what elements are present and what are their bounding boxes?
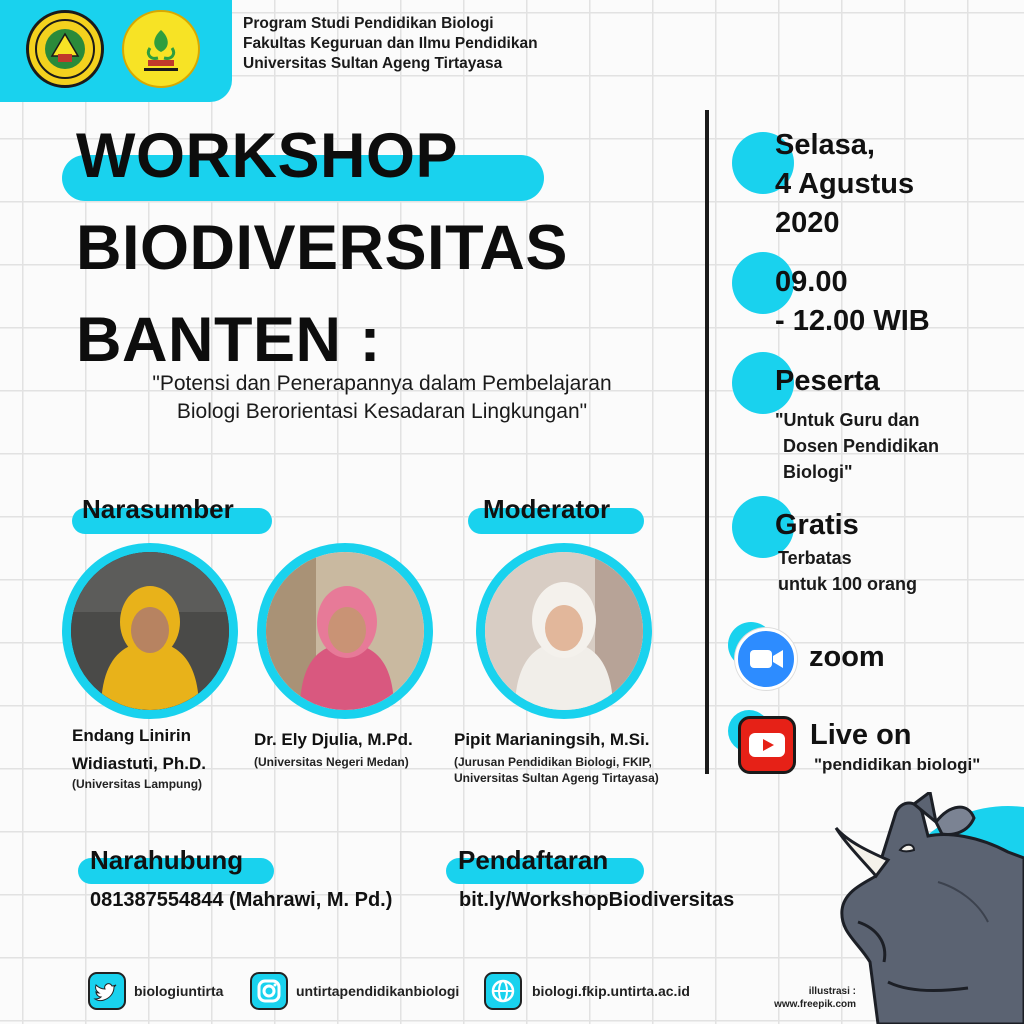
university-logo xyxy=(26,10,104,88)
peserta-line-2: Dosen Pendidikan xyxy=(783,436,940,456)
workshop-title xyxy=(76,110,568,386)
moderator-label: Moderator xyxy=(483,494,611,524)
website-url[interactable]: biologi.fkip.untirta.ac.id xyxy=(532,983,690,999)
bird-icon xyxy=(90,974,124,1008)
person-icon xyxy=(485,552,643,710)
moderator-photo xyxy=(476,543,652,719)
peserta-line-1: "Untuk Guru dan xyxy=(775,410,920,430)
subtitle-line-2: Biologi Berorientasi Kesadaran Lingkungan" xyxy=(176,400,588,423)
narasumber-label: Narasumber xyxy=(82,494,234,524)
moderator-affiliation-line-2: Universitas Sultan Ageng Tirtayasa) xyxy=(454,771,659,785)
narahubung-value: 081387554844 (Mahrawi, M. Pd.) xyxy=(90,889,393,911)
instagram-handle[interactable]: untirtapendidikanbiologi xyxy=(296,983,460,999)
speaker-2-affiliation: (Universitas Negeri Medan) xyxy=(254,755,409,769)
title-line-3: BANTEN : xyxy=(76,305,381,375)
gratis-line-2: untuk 100 orang xyxy=(778,574,918,594)
university-emblem-icon xyxy=(34,18,96,80)
subtitle-line-1: "Potensi dan Penerapannya dalam Pembelajaran xyxy=(152,372,612,395)
speaker-2-name: Dr. Ely Djulia, M.Pd. xyxy=(254,730,413,749)
moderator-name: Pipit Marianingsih, M.Si. xyxy=(454,730,650,749)
speaker-2-info xyxy=(254,726,413,770)
website-icon[interactable] xyxy=(484,972,522,1010)
peserta-description xyxy=(775,407,939,485)
instagram-icon[interactable] xyxy=(250,972,288,1010)
gratis-line-1: Terbatas xyxy=(778,548,852,568)
peserta-label: Peserta xyxy=(775,365,880,397)
title-line-2: BIODIVERSITAS xyxy=(76,213,568,283)
time-end: - 12.00 WIB xyxy=(775,305,930,337)
gratis-label: Gratis xyxy=(775,509,859,541)
pendaftaran-label: Pendaftaran xyxy=(458,845,609,875)
event-date xyxy=(775,126,914,243)
live-label: Live on xyxy=(810,719,912,751)
zoom-icon xyxy=(735,628,797,690)
event-time xyxy=(775,263,930,341)
live-channel: "pendidikan biologi" xyxy=(814,755,981,774)
speaker-1-photo xyxy=(62,543,238,719)
pendaftaran-link[interactable]: bit.ly/WorkshopBiodiversitas xyxy=(459,889,735,911)
person-icon xyxy=(266,552,424,710)
twitter-handle[interactable]: biologiuntirta xyxy=(134,983,224,999)
credit-label: illustrasi : xyxy=(808,986,856,997)
event-day: Selasa, xyxy=(775,129,875,161)
person-icon xyxy=(71,552,229,710)
zoom-label: zoom xyxy=(809,641,885,673)
play-button-icon xyxy=(741,719,793,771)
speaker-1-info xyxy=(72,722,206,792)
peserta-line-3: Biologi" xyxy=(783,462,853,482)
globe-icon xyxy=(486,974,520,1008)
faculty-name: Fakultas Keguruan dan Ilmu Pendidikan xyxy=(243,35,538,52)
twitter-icon[interactable] xyxy=(88,972,126,1010)
speaker-1-name-line-2: Widiastuti, Ph.D. xyxy=(72,754,206,773)
narahubung-label: Narahubung xyxy=(90,845,244,875)
event-year: 2020 xyxy=(775,207,840,239)
gratis-description xyxy=(778,545,917,597)
moderator-info xyxy=(454,726,659,786)
program-name: Program Studi Pendidikan Biologi xyxy=(243,15,494,32)
credit-source: www.freepik.com xyxy=(774,999,856,1010)
biology-program-logo xyxy=(122,10,200,88)
title-line-1: WORKSHOP xyxy=(76,121,458,191)
header-institution xyxy=(243,14,538,74)
time-start: 09.00 xyxy=(775,266,848,298)
event-date-day-month: 4 Agustus xyxy=(775,168,915,200)
university-name: Universitas Sultan Ageng Tirtayasa xyxy=(243,55,503,72)
column-divider xyxy=(705,110,709,774)
video-camera-icon xyxy=(738,631,794,687)
speaker-2-photo xyxy=(257,543,433,719)
speaker-1-affiliation: (Universitas Lampung) xyxy=(72,777,203,791)
workshop-subtitle xyxy=(62,370,702,426)
youtube-icon xyxy=(738,716,796,774)
speaker-1-name-line-1: Endang Linirin xyxy=(72,726,191,745)
biology-emblem-icon xyxy=(130,18,192,80)
moderator-affiliation-line-1: (Jurusan Pendidikan Biologi, FKIP, xyxy=(454,755,652,769)
camera-icon xyxy=(252,974,286,1008)
illustration-credit xyxy=(752,985,856,1011)
